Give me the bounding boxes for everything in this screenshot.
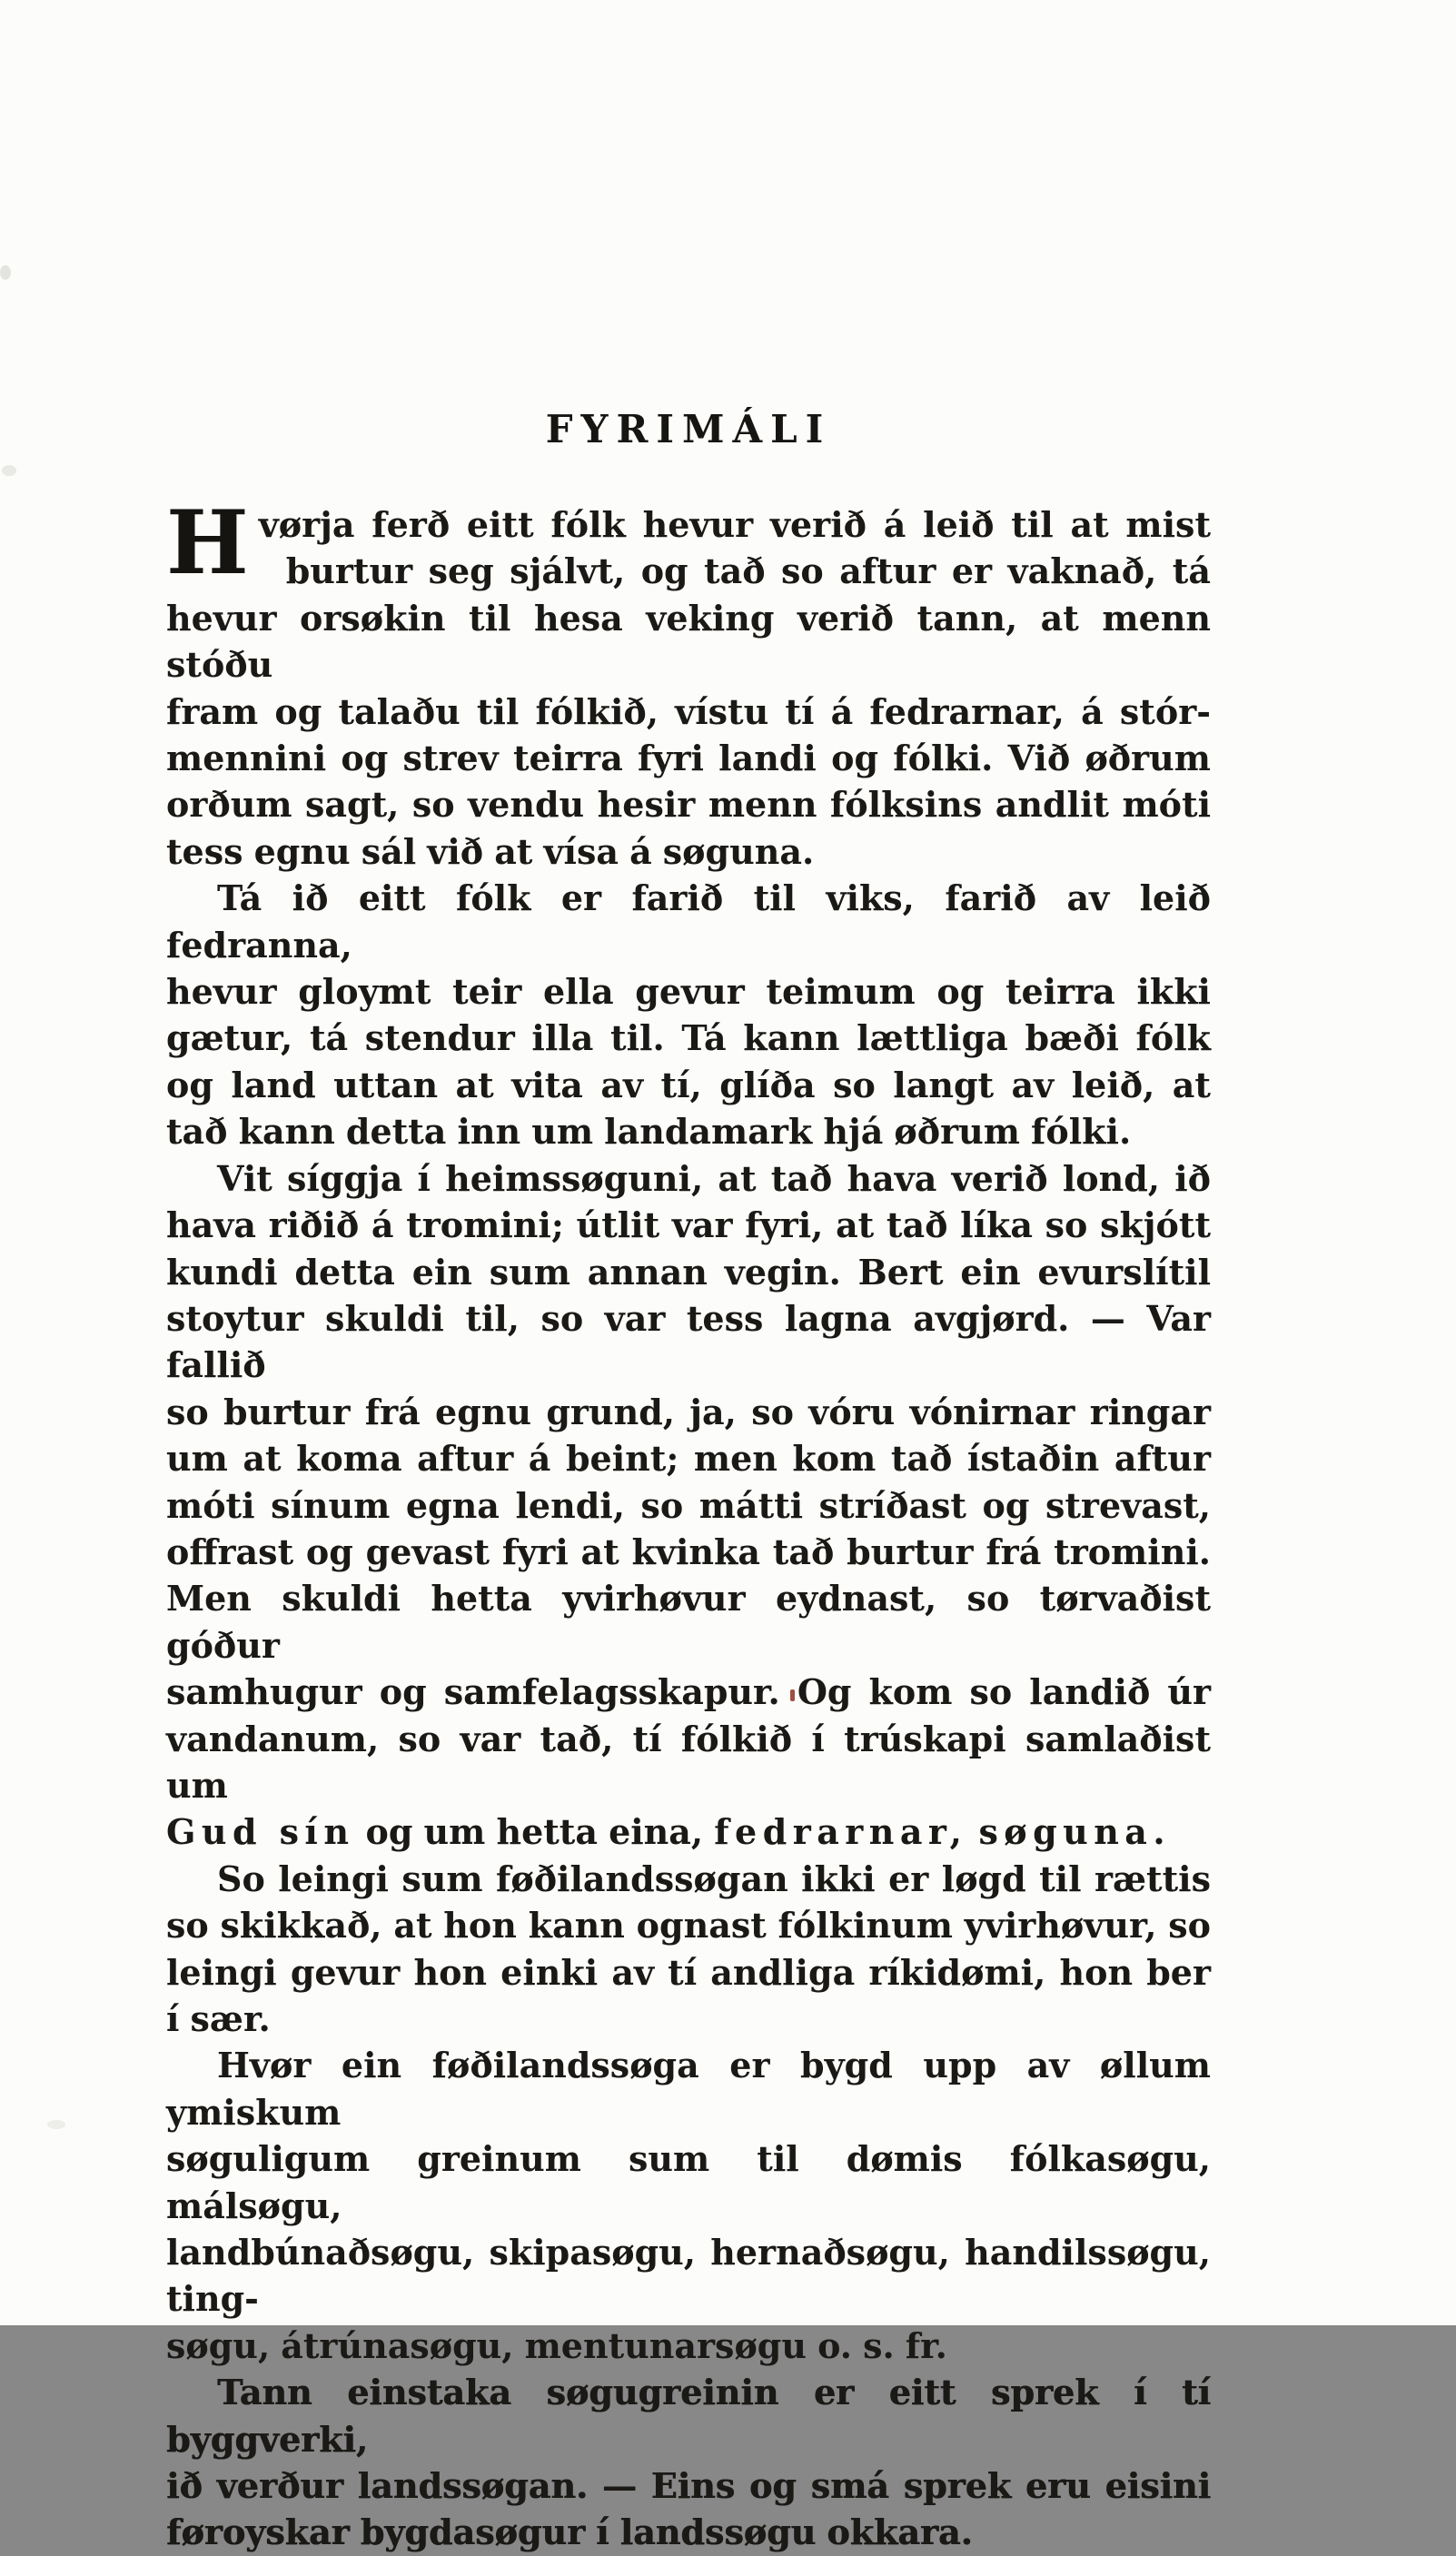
text-line: ið verður landssøgan. — Eins og smá sprek eru eisini bbox=[166, 2465, 1211, 2507]
text-block bbox=[166, 491, 1211, 2556]
paragraph bbox=[166, 1155, 1211, 1856]
text-line: burtur seg sjálvt, og tað so aftur er vaknað, tá bbox=[285, 550, 1211, 592]
text-line bbox=[166, 1808, 1211, 1855]
text-line: so burtur frá egnu grund, ja, so vóru vónirnar ringar bbox=[166, 1391, 1211, 1432]
text-line: søgu, átrúnasøgu, mentunarsøgu o. s. fr. bbox=[166, 2324, 947, 2366]
text-line: gætur, tá stendur illa til. Tá kann lættliga bæði fólk bbox=[166, 1017, 1211, 1059]
text-line: hevur gloymt teir ella gevur teimum og teirra ikki bbox=[166, 971, 1211, 1013]
dropcap-initial: H bbox=[166, 491, 249, 594]
scan-smudge bbox=[0, 265, 11, 280]
text-line: kundi detta ein sum annan vegin. Bert ein evurslítil bbox=[166, 1251, 1211, 1293]
text-line: og land uttan at vita av tí, glíða so langt av leið, at bbox=[166, 1064, 1211, 1105]
emphasized-text: Gud sín bbox=[166, 1811, 355, 1853]
text-line: vandanum, so var tað, tí fólkið í trúskapi samlaðist um bbox=[166, 1718, 1211, 1806]
text-line: stoytur skuldi til, so var tess lagna avgjørd. — Var fallið bbox=[166, 1297, 1211, 1386]
text-line: landbúnaðsøgu, skipasøgu, hernaðsøgu, handilssøgu, ting- bbox=[166, 2232, 1211, 2320]
text-line: orðum sagt, so vendu hesir menn fólksins andlit móti bbox=[166, 784, 1211, 826]
text-line: hevur orsøkin til hesa veking verið tann, at menn stóðu bbox=[166, 597, 1211, 686]
text-line: søguligum greinum sum til dømis fólkasøgu, málsøgu, bbox=[166, 2138, 1211, 2226]
text-line: um at koma aftur á beint; men kom tað ístaðin aftur bbox=[166, 1438, 1211, 1480]
text-line: vørja ferð eitt fólk hevur verið á leið til at mist bbox=[258, 504, 1211, 545]
paragraph bbox=[166, 2042, 1211, 2369]
text-line: samhugur og samfelagsskapur. Og kom so landið úr bbox=[166, 1671, 1211, 1713]
page-title: FYRIMÁLI bbox=[545, 407, 832, 451]
text-line: so skikkað, at hon kann ognast fólkinum yvirhøvur, so bbox=[166, 1905, 1211, 1947]
text-line: í sær. bbox=[166, 1998, 271, 2039]
scan-smudge bbox=[2, 465, 16, 476]
text-run bbox=[967, 1811, 978, 1852]
text-line: hava riðið á tromini; útlit var fyri, at tað líka so skjótt bbox=[166, 1204, 1211, 1246]
text-line: móti sínum egna lendi, so mátti stríðast og strevast, bbox=[166, 1484, 1211, 1526]
text-line: leingi gevur hon einki av tí andliga ríkidømi, hon ber bbox=[166, 1951, 1211, 1993]
text-line: Tann einstaka søgugreinin er eitt sprek í tí byggverki, bbox=[166, 2372, 1211, 2460]
paragraph bbox=[166, 2369, 1211, 2556]
emphasized-text: søguna. bbox=[978, 1811, 1172, 1853]
text-line: offrast og gevast fyri at kvinka tað burtur frá tromini. bbox=[166, 1531, 1211, 1572]
scan-smudge bbox=[47, 2120, 65, 2129]
text-line: føroyskar bygdasøgur í landssøgu okkara. bbox=[166, 2511, 973, 2553]
paragraph bbox=[166, 491, 1211, 875]
text-line: tað kann detta inn um landamark hjá øðrum fólki. bbox=[166, 1111, 1132, 1153]
text-line: Men skuldi hetta yvirhøvur eydnast, so tørvaðist góður bbox=[166, 1578, 1211, 1666]
text-line: So leingi sum føðilandssøgan ikki er løgd til rættis bbox=[217, 1858, 1211, 1899]
text-line: mennini og strev teirra fyri landi og fólki. Við øðrum bbox=[166, 738, 1211, 779]
text-line: Hvør ein føðilandssøga er bygd upp av øllum ymiskum bbox=[166, 2045, 1211, 2133]
text-line: tess egnu sál við at vísa á søguna. bbox=[166, 830, 815, 872]
emphasized-text: fedrarnar, bbox=[714, 1811, 968, 1853]
text-line: Vit síggja í heimssøguni, at tað hava verið lond, ið bbox=[217, 1157, 1211, 1199]
paragraph bbox=[166, 1856, 1211, 2043]
text-line: Tá ið eitt fólk er farið til viks, farið av leið fedranna, bbox=[166, 877, 1211, 966]
text-line: fram og talaðu til fólkið, vístu tí á fedrarnar, á stór- bbox=[166, 690, 1211, 732]
paragraph bbox=[166, 875, 1211, 1154]
text-run: og um hetta eina, bbox=[354, 1811, 715, 1853]
